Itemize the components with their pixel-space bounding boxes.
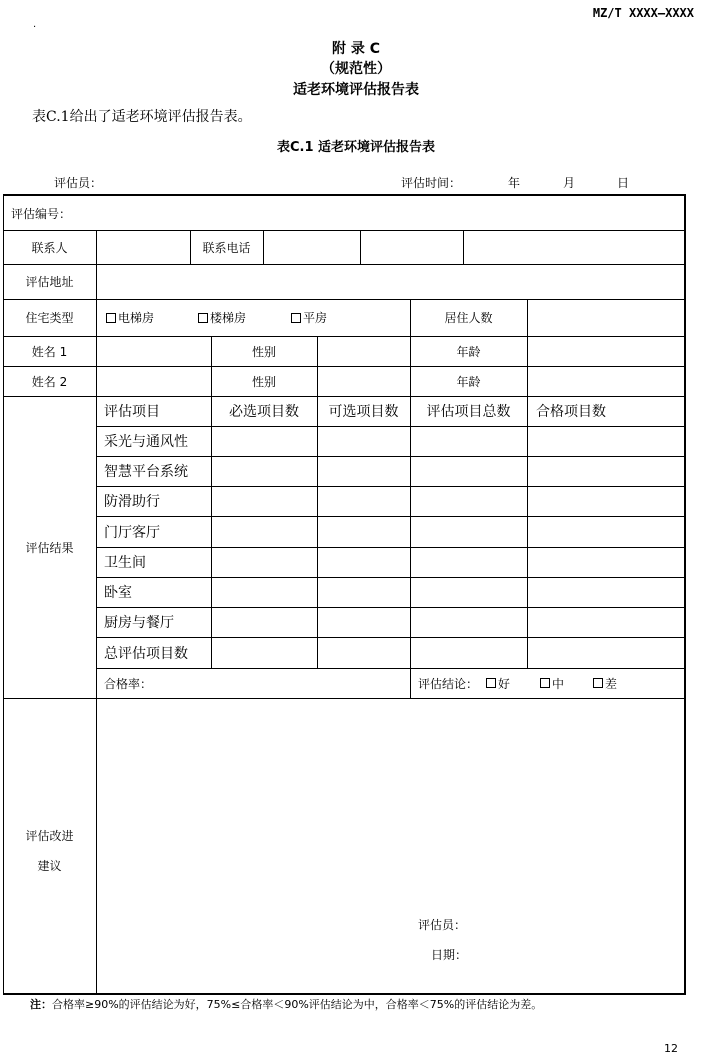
row-line [96, 577, 686, 578]
checkbox-icon [106, 313, 116, 323]
result-header-passed: 合格项目数 [536, 404, 606, 420]
appendix-label: 附 录 C [331, 41, 381, 57]
result-header-item: 评估项目 [104, 404, 160, 420]
checkbox-icon [486, 678, 496, 688]
conclusion-medium-option[interactable] [540, 668, 564, 698]
checkbox-icon [540, 678, 550, 688]
option-label: 电梯房 [118, 311, 155, 325]
row-line [96, 486, 686, 487]
result-item: 采光与通风性 [104, 434, 188, 450]
year-label: 年 [508, 176, 521, 190]
table-top-border [3, 194, 686, 196]
suggestion-label-line1: 评估改进 [25, 828, 74, 843]
result-item: 门厅客厅 [104, 524, 160, 541]
table-bottom-border [3, 993, 686, 995]
house-type-elevator-option[interactable] [106, 299, 154, 336]
address-label: 评估地址 [25, 275, 74, 289]
result-header-optional: 可选项目数 [328, 404, 399, 420]
contact-field[interactable] [96, 230, 190, 264]
result-item: 智慧平台系统 [104, 464, 188, 480]
row-line [96, 547, 686, 548]
option-label: 好 [498, 676, 511, 691]
table-right-border [684, 194, 686, 995]
checkbox-icon [198, 313, 208, 323]
contact-label: 联系人 [31, 240, 68, 255]
house-type-bungalow-option[interactable] [291, 299, 327, 336]
result-header-required: 必选项目数 [229, 404, 299, 420]
age1-label: 年龄 [456, 344, 481, 359]
col-line [317, 336, 318, 668]
result-header-total: 评估项目总数 [426, 404, 511, 420]
conclusion-label: 评估结论： [418, 676, 479, 691]
suggestion-label-line2: 建议 [37, 858, 62, 873]
row-line [96, 516, 686, 517]
result-item: 卫生间 [104, 555, 146, 571]
phone-label: 联系电话 [202, 240, 251, 255]
standard-code: MZ/T XXXX—XXXX [592, 6, 694, 20]
result-item: 卧室 [104, 585, 132, 601]
option-label: 楼梯房 [210, 311, 247, 325]
gender1-label: 性别 [251, 344, 276, 359]
house-type-label: 住宅类型 [25, 311, 74, 325]
table-title: 表C.1 适老环境评估报告表 [276, 140, 436, 155]
conclusion-poor-option[interactable] [593, 668, 617, 698]
name1-label: 姓名 1 [31, 344, 68, 359]
residents-label: 居住人数 [444, 311, 493, 325]
suggestion-field[interactable] [96, 700, 684, 900]
corner-mark: . [33, 19, 37, 30]
result-item: 总评估项目数 [104, 645, 188, 662]
option-label: 平房 [303, 311, 328, 325]
appendix-title: 适老环境评估报告表 [293, 82, 419, 98]
gender2-label: 性别 [251, 374, 276, 389]
note-prefix: 注： [30, 998, 52, 1011]
house-type-stairs-option[interactable] [198, 299, 246, 336]
number-label: 评估编号： [11, 206, 72, 221]
day-label: 日 [617, 176, 630, 190]
row-line [96, 607, 686, 608]
col-line [463, 230, 464, 264]
row-line [3, 698, 686, 699]
age2-label: 年龄 [456, 374, 481, 389]
month-label: 月 [563, 176, 576, 190]
note-text: 合格率≥90%的评估结论为好，75%≤合格率＜90%评估结论为中，合格率＜75%的评估结论为差。 [52, 998, 543, 1011]
address-field[interactable] [96, 264, 684, 299]
col-line [527, 336, 528, 668]
checkbox-icon [291, 313, 301, 323]
option-label: 中 [552, 676, 565, 691]
option-label: 差 [605, 676, 618, 691]
conclusion-good-option[interactable] [486, 668, 510, 698]
name1-field[interactable] [96, 336, 211, 366]
table-note [30, 996, 542, 1012]
appendix-type: （规范性） [321, 61, 391, 77]
assessor-label: 评估员： [54, 176, 103, 190]
page-number: 12 [664, 1042, 678, 1055]
result-item: 厨房与餐厅 [104, 615, 174, 631]
sign-date-label: 日期： [431, 947, 468, 962]
phone-field[interactable] [263, 230, 360, 264]
assess-time-label: 评估时间： [401, 176, 462, 190]
checkbox-icon [593, 678, 603, 688]
sign-assessor-label: 评估员： [418, 917, 467, 932]
residents-field[interactable] [527, 299, 684, 336]
col-line [360, 230, 361, 264]
pass-rate-label: 合格率： [104, 676, 153, 691]
results-label: 评估结果 [25, 540, 74, 555]
intro-text: 表C.1给出了适老环境评估报告表。 [32, 109, 252, 125]
result-item: 防滑助行 [104, 494, 160, 510]
name2-label: 姓名 2 [31, 374, 68, 389]
name2-field[interactable] [96, 366, 211, 396]
